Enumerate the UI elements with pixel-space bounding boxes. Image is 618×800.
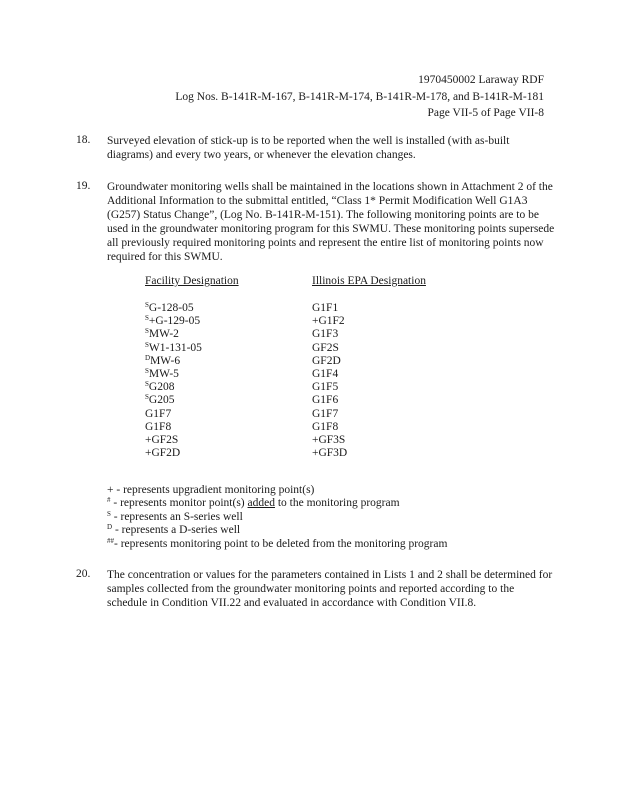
- epa-cell: G1F1: [312, 302, 339, 314]
- item-18-text: Surveyed elevation of stick-up is to be reported when the well is installed (with as-built diagrams) and every two years, or whenever the elevation changes.: [107, 135, 510, 161]
- epa-cell: GF2S: [312, 341, 339, 354]
- facility-cell: +GF2D: [145, 447, 181, 460]
- legend-item-added: # - represents monitor point(s) added to the monitoring program: [107, 496, 400, 510]
- item-19-text: Groundwater monitoring wells shall be maintained in the locations shown in Attachment 2 of the Additional Information to the submittal entitled, “Class 1* Permit Modification Well G1A3 (G257) Status Change”, (Log No. B-141R-M-151). The following monitoring points are to be used in the groundwater monitoring program for this SWMU. These monitoring points supersede all previously required monitoring points and represent the entire list of monitoring points now required for this SWMU.: [107, 181, 555, 263]
- item-18-number: 18.: [76, 134, 91, 146]
- legend-item-d-series: $^D$ - represents a D-series well: [107, 523, 241, 537]
- facility-cell: $^S$G208: [145, 380, 175, 394]
- item-20-text: The concentration or values for the parameters contained in Lists 1 and 2 shall be determined for samples collected from the groundwater monitoring points and reported according to the schedule in Condition VII.22 and evaluated in accordance with Condition VII.8.: [107, 569, 553, 609]
- facility-cell: $^S$G205: [145, 393, 175, 407]
- header-page-number: Page VII-5 of Page VII-8: [427, 107, 544, 119]
- epa-cell: G1F3: [312, 328, 339, 341]
- item-20-number: 20.: [76, 568, 91, 580]
- legend: [107, 484, 447, 551]
- legend-item-deleted: ##- represents monitoring point to be deleted from the monitoring program: [107, 536, 448, 550]
- facility-cell: $^S$MW-2: [145, 327, 179, 341]
- epa-cell: G1F4: [312, 368, 339, 381]
- epa-cell: G1F5: [312, 381, 339, 394]
- facility-cell: $^S$+G-129-05: [145, 314, 201, 328]
- epa-designation-header: Illinois EPA Designation: [312, 275, 426, 287]
- facility-designation-column: [145, 302, 202, 460]
- legend-item-upgradient: + - represents upgradient monitoring point(s): [107, 484, 315, 496]
- facility-cell: $^S$W1-131-05: [145, 340, 202, 354]
- facility-designation-header: Facility Designation: [145, 275, 239, 287]
- item-19-number: 19.: [76, 180, 91, 192]
- facility-cell: G1F8: [145, 420, 172, 433]
- epa-cell: GF2D: [312, 354, 341, 367]
- facility-cell: +GF2S: [145, 434, 179, 447]
- legend-item-s-series: $^S$ - represents an S-series well: [107, 509, 243, 523]
- facility-cell: $^S$G-128-05: [145, 301, 194, 314]
- header-site-line: 1970450002 Laraway RDF: [418, 74, 544, 86]
- epa-designation-column: [312, 302, 347, 460]
- header-log-numbers: Log Nos. B-141R-M-167, B-141R-M-174, B-141R-M-178, and B-141R-M-181: [175, 91, 544, 103]
- epa-cell: +GF3D: [312, 447, 348, 460]
- epa-cell: G1F7: [312, 407, 339, 420]
- facility-cell: $^S$MW-5: [145, 367, 179, 381]
- facility-cell: $^D$MW-6: [145, 353, 181, 367]
- epa-cell: +G1F2: [312, 315, 345, 328]
- epa-cell: G1F8: [312, 420, 339, 433]
- epa-cell: +GF3S: [312, 434, 346, 447]
- facility-cell: G1F7: [145, 407, 172, 420]
- epa-cell: G1F6: [312, 394, 339, 407]
